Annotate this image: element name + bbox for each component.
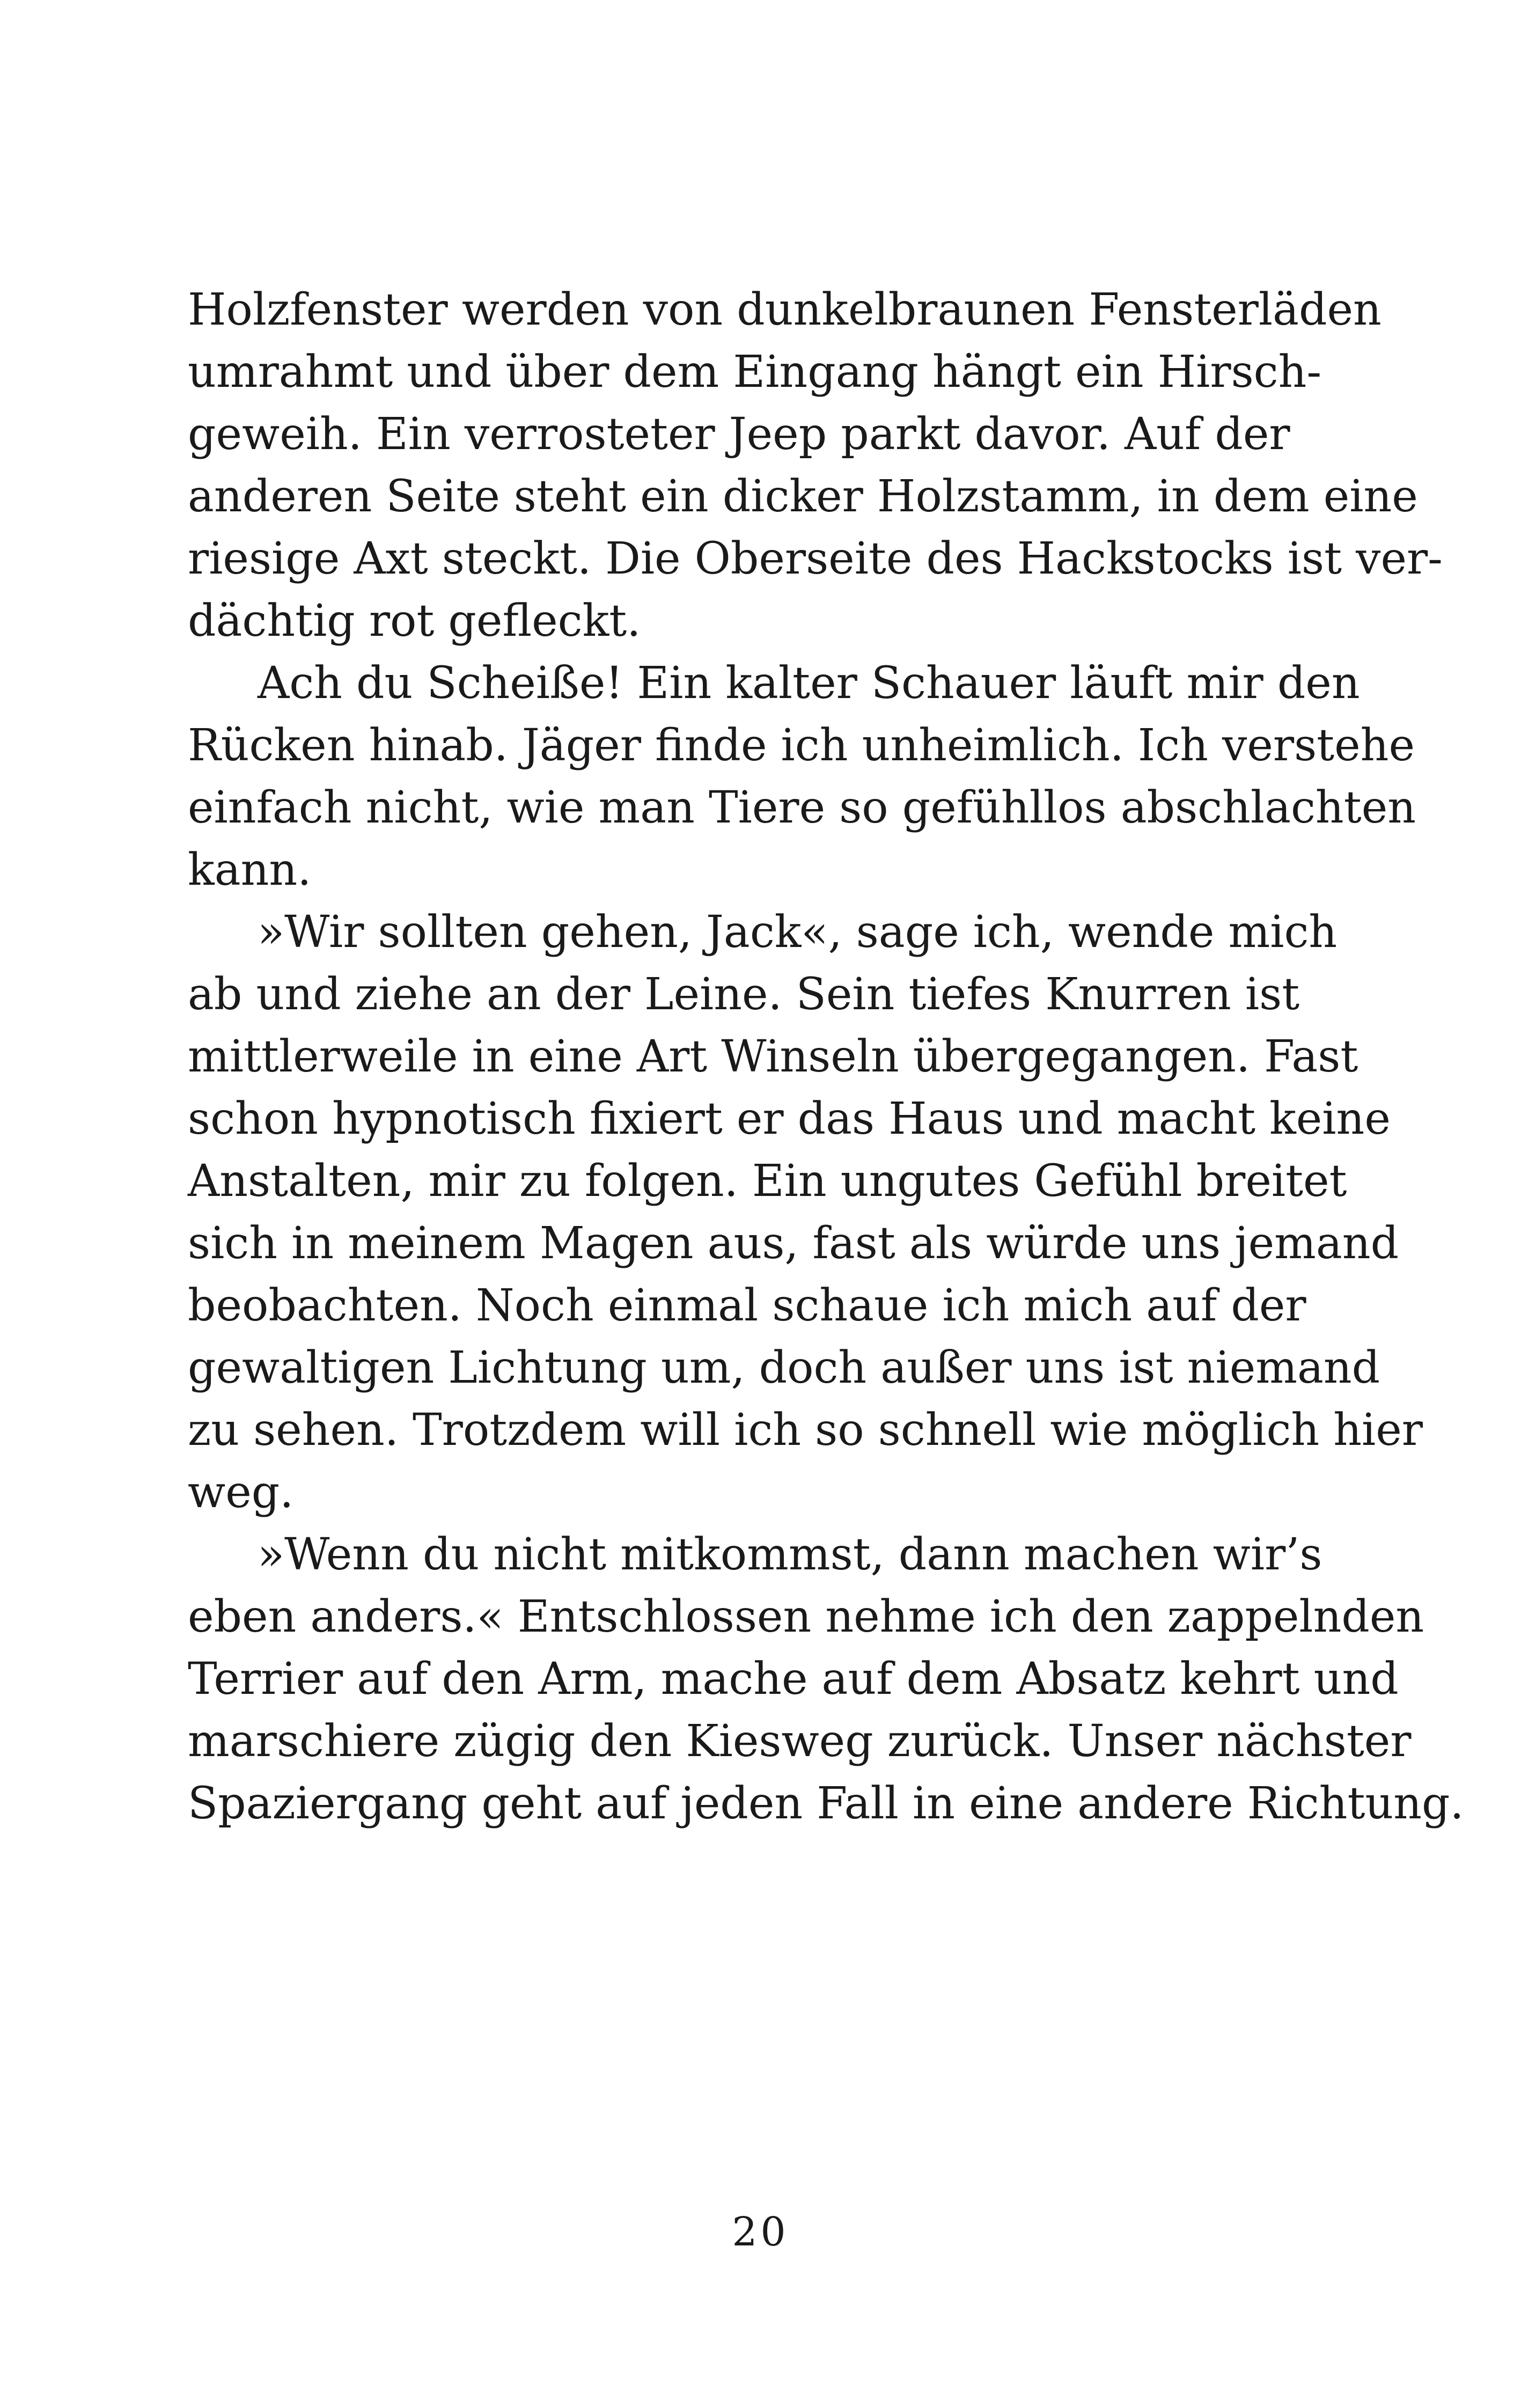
text-line: sich in meinem Magen aus, fast als würde uns jemand [188, 1218, 1399, 1269]
text-line: eben anders.« Entschlossen nehme ich den zappelnden [188, 1591, 1424, 1642]
text-line: schon hypnotisch fixiert er das Haus und macht keine [188, 1093, 1391, 1144]
page-body [188, 279, 1464, 1835]
text-line: zu sehen. Trotzdem will ich so schnell wie möglich hier [188, 1405, 1423, 1456]
text-line: riesige Axt steckt. Die Oberseite des Hackstocks ist ver- [188, 533, 1443, 584]
text-line: weg. [188, 1467, 294, 1518]
text-line: Anstalten, mir zu folgen. Ein ungutes Gefühl breitet [188, 1156, 1347, 1207]
page-number: 20 [732, 2209, 789, 2255]
text-line: »Wir sollten gehen, Jack«, sage ich, wende mich [258, 907, 1338, 958]
text-line: mittlerweile in eine Art Winseln übergegangen. Fast [188, 1031, 1358, 1082]
text-line: Terrier auf den Arm, mache auf dem Absatz kehrt und [188, 1654, 1399, 1705]
text-line: »Wenn du nicht mitkommst, dann machen wir’s [258, 1529, 1322, 1580]
text-line: einfach nicht, wie man Tiere so gefühllos abschlachten [188, 782, 1416, 833]
text-line: dächtig rot gefleckt. [188, 596, 641, 647]
paragraph [188, 652, 1416, 901]
text-line: ab und ziehe an der Leine. Sein tiefes Knurren ist [188, 969, 1300, 1020]
text-line: Spaziergang geht auf jeden Fall in eine andere Richtung. [188, 1778, 1464, 1829]
paragraph [188, 279, 1443, 652]
text-line: beobachten. Noch einmal schaue ich mich auf der [188, 1280, 1306, 1331]
text-line: Holzfenster werden von dunkelbraunen Fensterläden [188, 284, 1382, 335]
text-line: anderen Seite steht ein dicker Holzstamm, in dem eine [188, 471, 1418, 522]
text-line: umrahmt und über dem Eingang hängt ein Hirsch- [188, 347, 1322, 398]
text-line: Ach du Scheiße! Ein kalter Schauer läuft mir den [258, 658, 1360, 709]
text-line: gewaltigen Lichtung um, doch außer uns ist niemand [188, 1342, 1380, 1393]
text-line: Rücken hinab. Jäger finde ich unheimlich. Ich verstehe [188, 720, 1415, 771]
paragraph [188, 1524, 1464, 1835]
text-line: kann. [188, 845, 312, 895]
text-line: geweih. Ein verrosteter Jeep parkt davor. Auf der [188, 409, 1290, 460]
text-line: marschiere zügig den Kiesweg zurück. Unser nächster [188, 1716, 1412, 1767]
paragraph [188, 901, 1423, 1524]
